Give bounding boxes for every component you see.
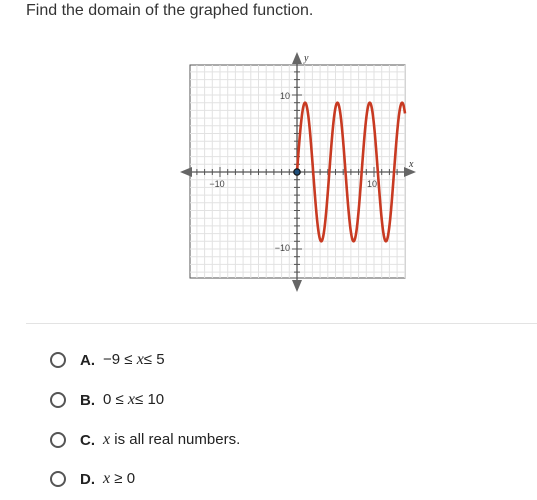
radio-b[interactable] xyxy=(50,392,66,408)
y-axis-arrow-down xyxy=(292,280,302,292)
function-graph xyxy=(176,50,420,294)
y-axis-label: y xyxy=(304,53,309,64)
question-text: Find the domain of the graphed function. xyxy=(26,2,314,19)
choice-a-text: −9 ≤ x≤ 5 xyxy=(103,351,165,368)
y-axis-arrow-up xyxy=(292,52,302,64)
choice-d[interactable] xyxy=(50,467,135,491)
choice-b-letter: B. xyxy=(80,391,95,409)
radio-a[interactable] xyxy=(50,352,66,368)
choice-a-letter: A. xyxy=(80,351,95,369)
y-tick-label-pos: 10 xyxy=(279,91,290,101)
choice-c-text: x is all real numbers. xyxy=(103,431,241,448)
divider xyxy=(26,323,537,324)
y-tick-label-neg: −10 xyxy=(274,243,290,253)
choice-a[interactable] xyxy=(50,348,165,372)
choice-c[interactable] xyxy=(50,428,240,452)
graph-svg xyxy=(176,50,420,294)
x-axis-label: x xyxy=(409,159,414,170)
radio-c[interactable] xyxy=(50,432,66,448)
x-tick-label-neg: −10 xyxy=(209,179,225,189)
choice-c-letter: C. xyxy=(80,431,95,449)
choice-d-letter: D. xyxy=(80,470,95,488)
x-axis-arrow-left xyxy=(180,167,192,177)
choice-d-text: x ≥ 0 xyxy=(103,470,136,487)
choice-b[interactable] xyxy=(50,388,164,412)
radio-d[interactable] xyxy=(50,471,66,487)
curve-start-point xyxy=(294,169,300,175)
choice-b-text: 0 ≤ x≤ 10 xyxy=(103,391,165,408)
x-tick-label-pos: 10 xyxy=(366,179,378,189)
